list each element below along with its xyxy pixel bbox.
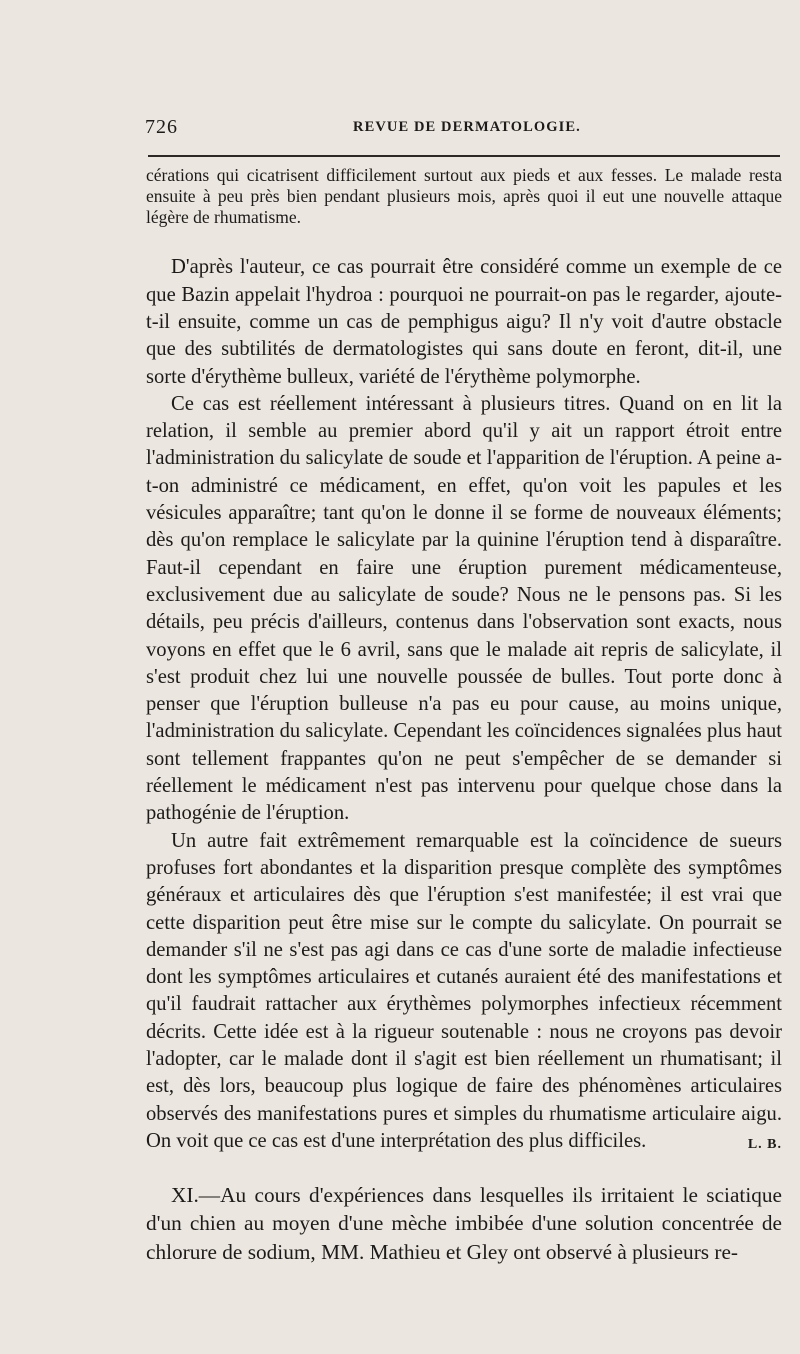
paragraph-2: D'après l'auteur, ce cas pourrait être considéré comme un exemple de ce que Bazin appelait l'hydroa : pourquoi ne pourrait-on pas le regarder, ajoute-t-il ensuite, comme un cas de pemphigus aigu? Il n'y voit d'autre obstacle que des subtilités de dermatologistes qui sans doute en feront, dit-il, une sorte d'érythème bulleux, variété de l'érythème polymorphe. bbox=[146, 256, 782, 388]
paragraph-3: Ce cas est réellement intéressant à plusieurs titres. Quand on en lit la relation, il semble au premier abord qu'il y ait un rapport étroit entre l'administration du salicylate de soude et l'apparition de l'éruption. A peine a-t-on administré ce médicament, en effet, qu'on voit les papules et les vésicules apparaître; tant qu'on le donne il se forme de nouveaux éléments; dès qu'on remplace le salicylate par la quinine l'éruption tend à disparaître. Faut-il cependant en faire une éruption purement médicamenteuse, exclusivement due au salicylate de soude? Nous ne le pensons pas. Si les détails, peu précis d'ailleurs, contenus dans l'observation sont exacts, nous voyons en effet que le 6 avril, sans que le malade ait repris de salicylate, il s'est produit chez lui une nouvelle poussée de bulles. Tout porte donc à penser que l'éruption bulleuse n'a pas eu pour cause, au moins unique, l'administration du salicylate. Cependant les coïncidences signalées plus haut sont tellement frappantes qu'on ne peut s'empêcher de se demander si réellement le médicament n'est pas intervenu pour quelque chose dans la pathogénie de l'éruption. bbox=[146, 392, 782, 825]
paragraph-5: XI.—Au cours d'expériences dans lesquelles ils irritaient le sciatique d'un chien au moyen d'une mèche imbibée d'une solution concentrée de chlorure de sodium, MM. Mathieu et Gley ont observé à plusieurs re- bbox=[146, 1183, 782, 1264]
page-header bbox=[145, 116, 783, 142]
header-rule bbox=[148, 155, 780, 157]
paragraph-4 bbox=[146, 828, 782, 1156]
paragraph-1: cérations qui cicatrisent difficilement surtout aux pieds et aux fesses. Le malade resta ensuite à peu près bien pendant plusieurs mois, après quoi il eut une nouvelle attaque légère de rhumatisme. bbox=[146, 165, 782, 227]
page-number: 726 bbox=[145, 116, 178, 138]
running-head: REVUE DE DERMATOLOGIE. bbox=[353, 119, 581, 135]
author-signature: L. B. bbox=[747, 1136, 782, 1152]
paragraph-4-text: Un autre fait extrêmement remarquable est la coïncidence de sueurs profuses fort abondantes et la disparition presque complète des symptômes généraux et articulaires dès que l'éruption s'est manifestée; il est vrai que cette disparition peut être mise sur le compte du salicylate. On pourrait se demander s'il ne s'est pas agi dans ce cas d'une sorte de maladie infectieuse dont les symptômes articulaires et cutanés auraient été des manifestations et qu'il faudrait rattacher aux érythèmes polymorphes infectieux récemment décrits. Cette idée est à la rigueur soutenable : nous ne croyons pas devoir l'adopter, car le malade dont il s'agit est bien réellement un rhumatisant; il est, dès lors, beaucoup plus logique de faire des phénomènes articulaires observés des manifestations pures et simples du rhumatisme articulaire aigu. On voit que ce cas est d'une interprétation des plus difficiles. bbox=[146, 829, 782, 1152]
article-text bbox=[146, 165, 782, 1266]
